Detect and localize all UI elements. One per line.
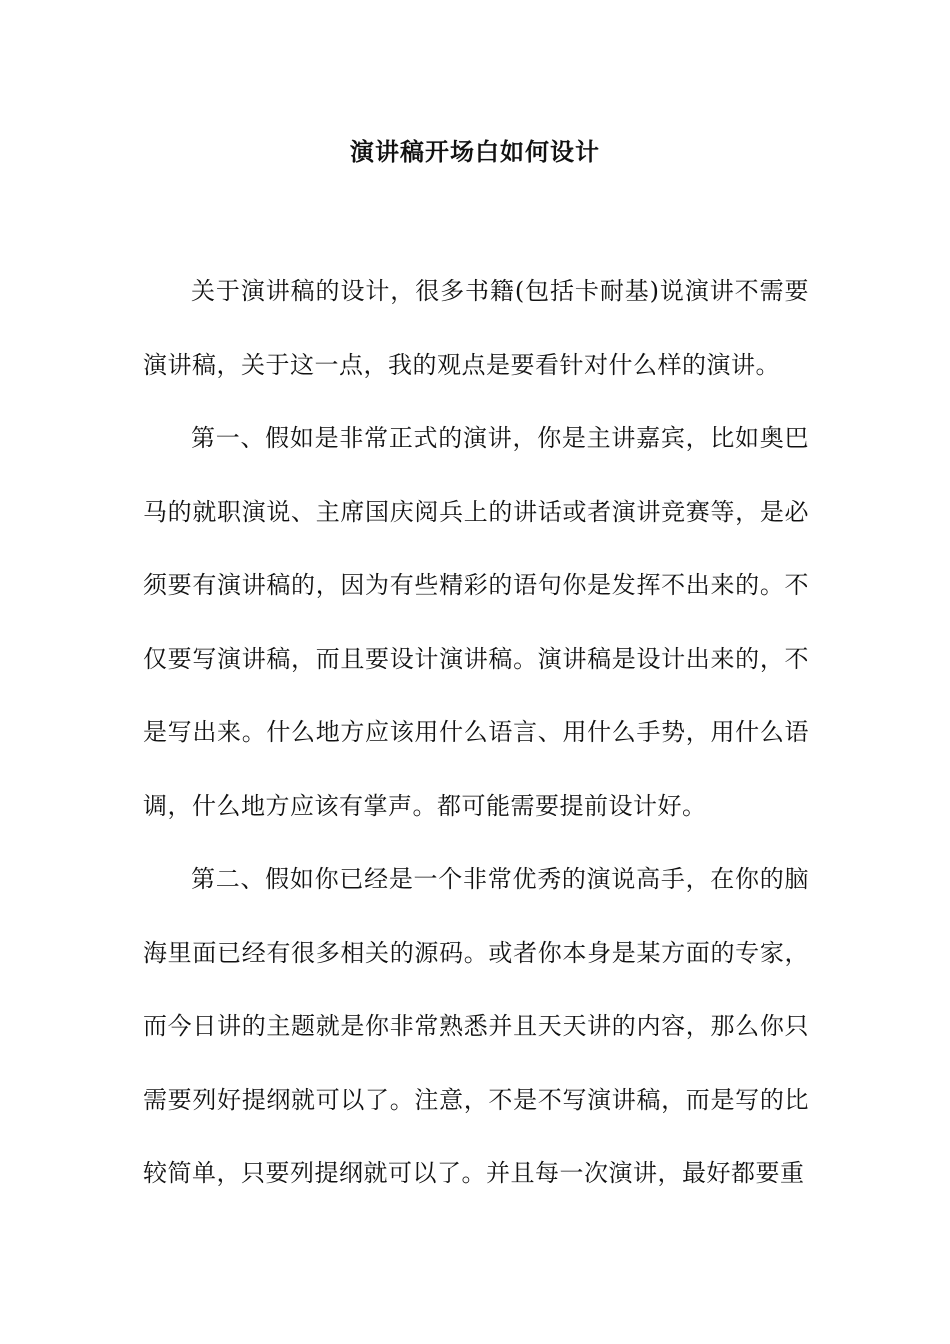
- paragraph-2: 第一、假如是非常正式的演讲，你是主讲嘉宾，比如奥巴马的就职演说、主席国庆阅兵上的讲话或者演讲竞赛等，是必须要有演讲稿的，因为有些精彩的语句你是发挥不出来的。不仅要写演讲稿，而且要设计演讲稿。演讲稿是设计出来的，不是写出来。什么地方应该用什么语言、用什么手势，用什么语调，什么地方应该有掌声。都可能需要提前设计好。: [143, 424, 809, 820]
- paragraph-1: 关于演讲稿的设计，很多书籍(包括卡耐基)说演讲不需要演讲稿，关于这一点，我的观点是要看针对什么样的演讲。: [143, 277, 809, 379]
- paragraph-3: 第二、假如你已经是一个非常优秀的演说高手，在你的脑海里面已经有很多相关的源码。或者你本身是某方面的专家，而今日讲的主题就是你非常熟悉并且天天讲的内容，那么你只需要列好提纲就可以了。注意，不是不写演讲稿，而是写的比较简单，只要列提纲就可以了。并且每一次演讲，最好都要重: [143, 865, 809, 1187]
- document-title: 演讲稿开场白如何设计: [350, 137, 600, 166]
- document-body: [143, 255, 809, 1211]
